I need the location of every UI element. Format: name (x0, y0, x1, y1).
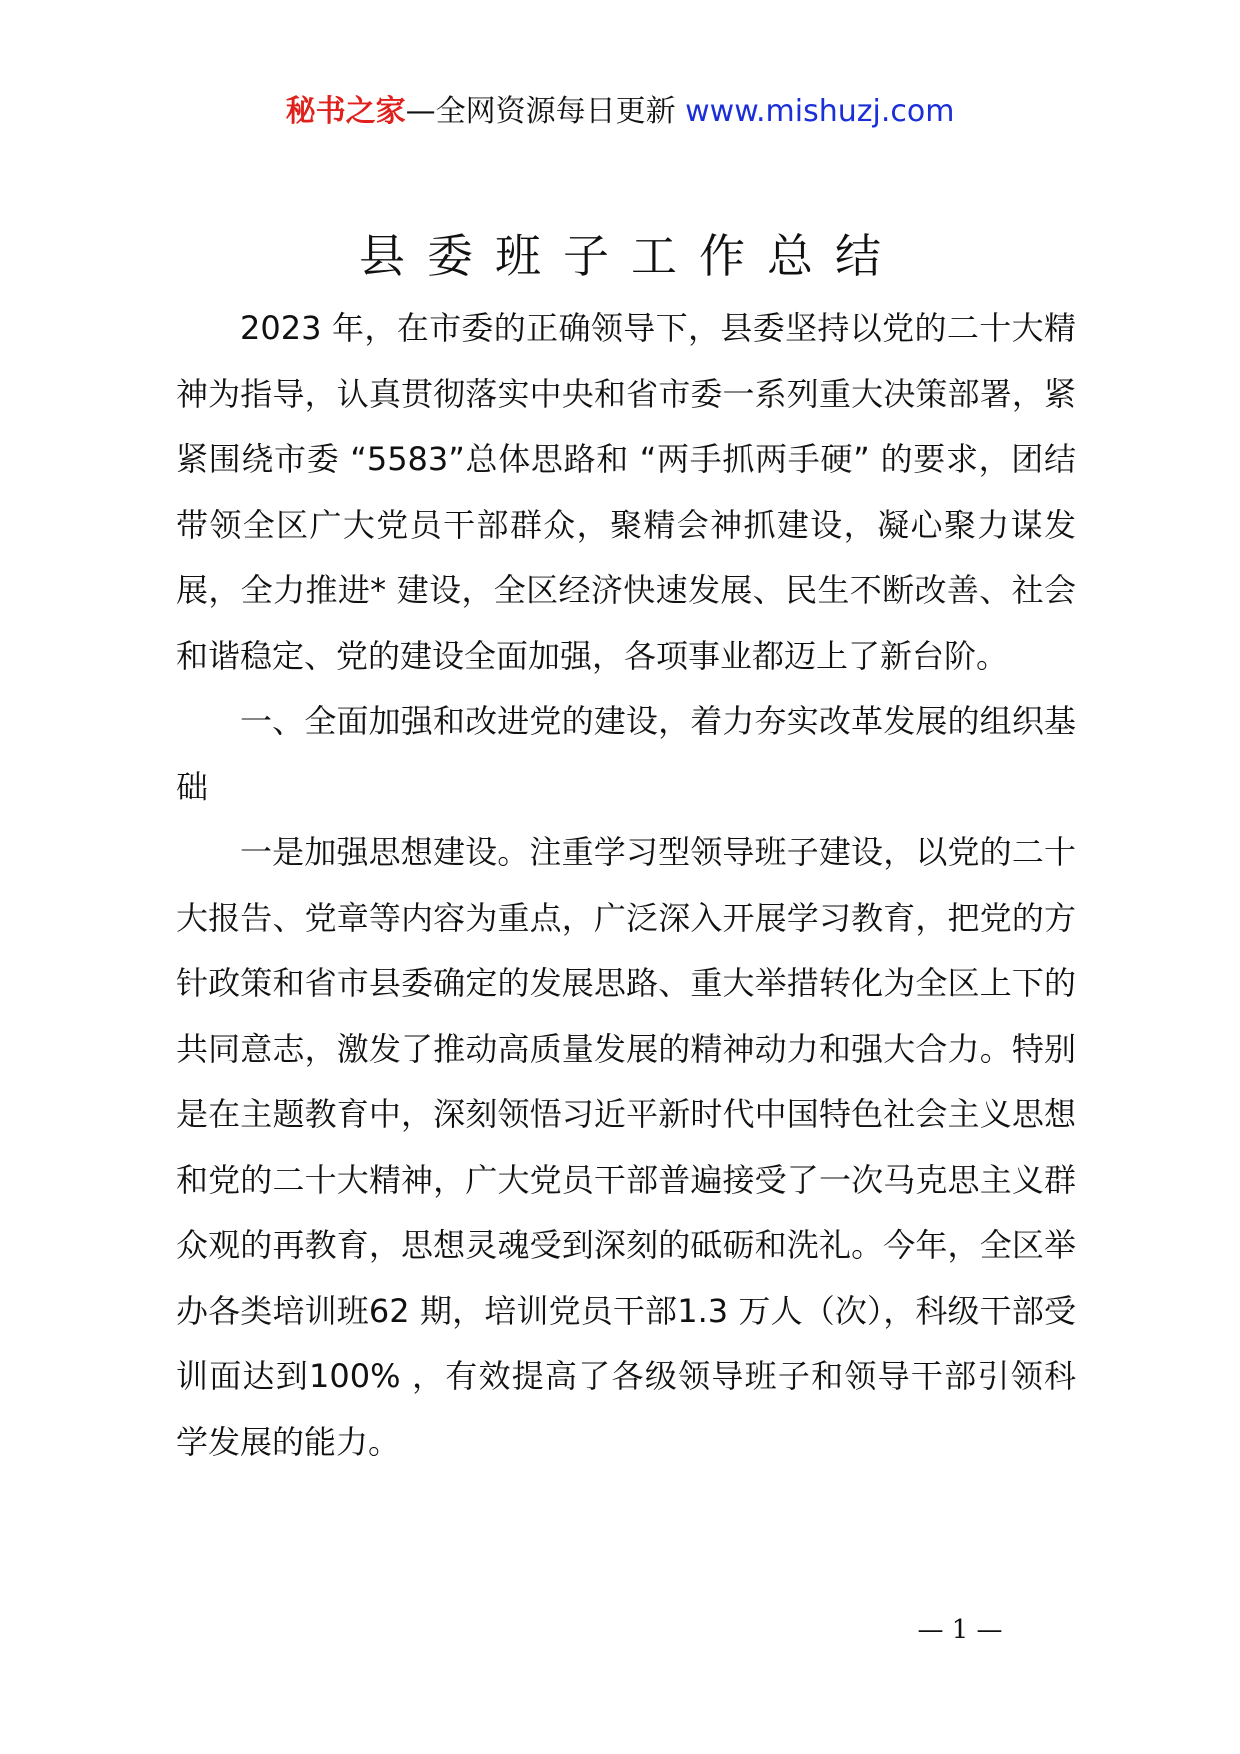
brand-name: 秘书之家 (285, 94, 406, 129)
site-url-link[interactable]: www.mishuzj.com (685, 94, 955, 129)
brand-tagline: —全网资源每日更新 (405, 94, 676, 129)
intro-paragraph: 2023 年，在市委的正确领导下，县委坚持以党的二十大精神为指导，认真贯彻落实中央和省市委一系列重大决策部署，紧紧围绕市委 “5583”总体思路和 “两手抓两手硬” 的要求，团结带领全区广大党员干部群众，聚精会神抓建设，凝心聚力谋发展，全力推进* 建设，全区经济快速发展、民生不断改善、社会和谐稳定、党的建设全面加强，各项事业都迈上了新台阶。 (176, 309, 1076, 675)
document-body (176, 296, 1076, 1475)
document-title: 县委班子工作总结 (359, 229, 903, 283)
section-heading: 一、全面加强和改进党的建设，着力夯实改革发展的组织基础 (176, 702, 1076, 806)
body-paragraph: 一是加强思想建设。注重学习型领导班子建设，以党的二十大报告、党章等内容为重点，广泛深入开展学习教育，把党的方针政策和省市县委确定的发展思路、重大举措转化为全区上下的共同意志，激发了推动高质量发展的精神动力和强大合力。特别是在主题教育中，深刻领悟习近平新时代中国特色社会主义思想和党的二十大精神，广大党员干部普遍接受了一次马克思主义群众观的再教育，思想灵魂受到深刻的砥砺和洗礼。今年，全区举办各类培训班62 期，培训党员干部1.3 万人（次），科级干部受训面达到100% ，有效提高了各级领导班子和领导干部引领科学发展的能力。 (176, 833, 1076, 1461)
site-banner (0, 92, 1240, 132)
page-number: — 1 — (917, 1615, 1003, 1645)
